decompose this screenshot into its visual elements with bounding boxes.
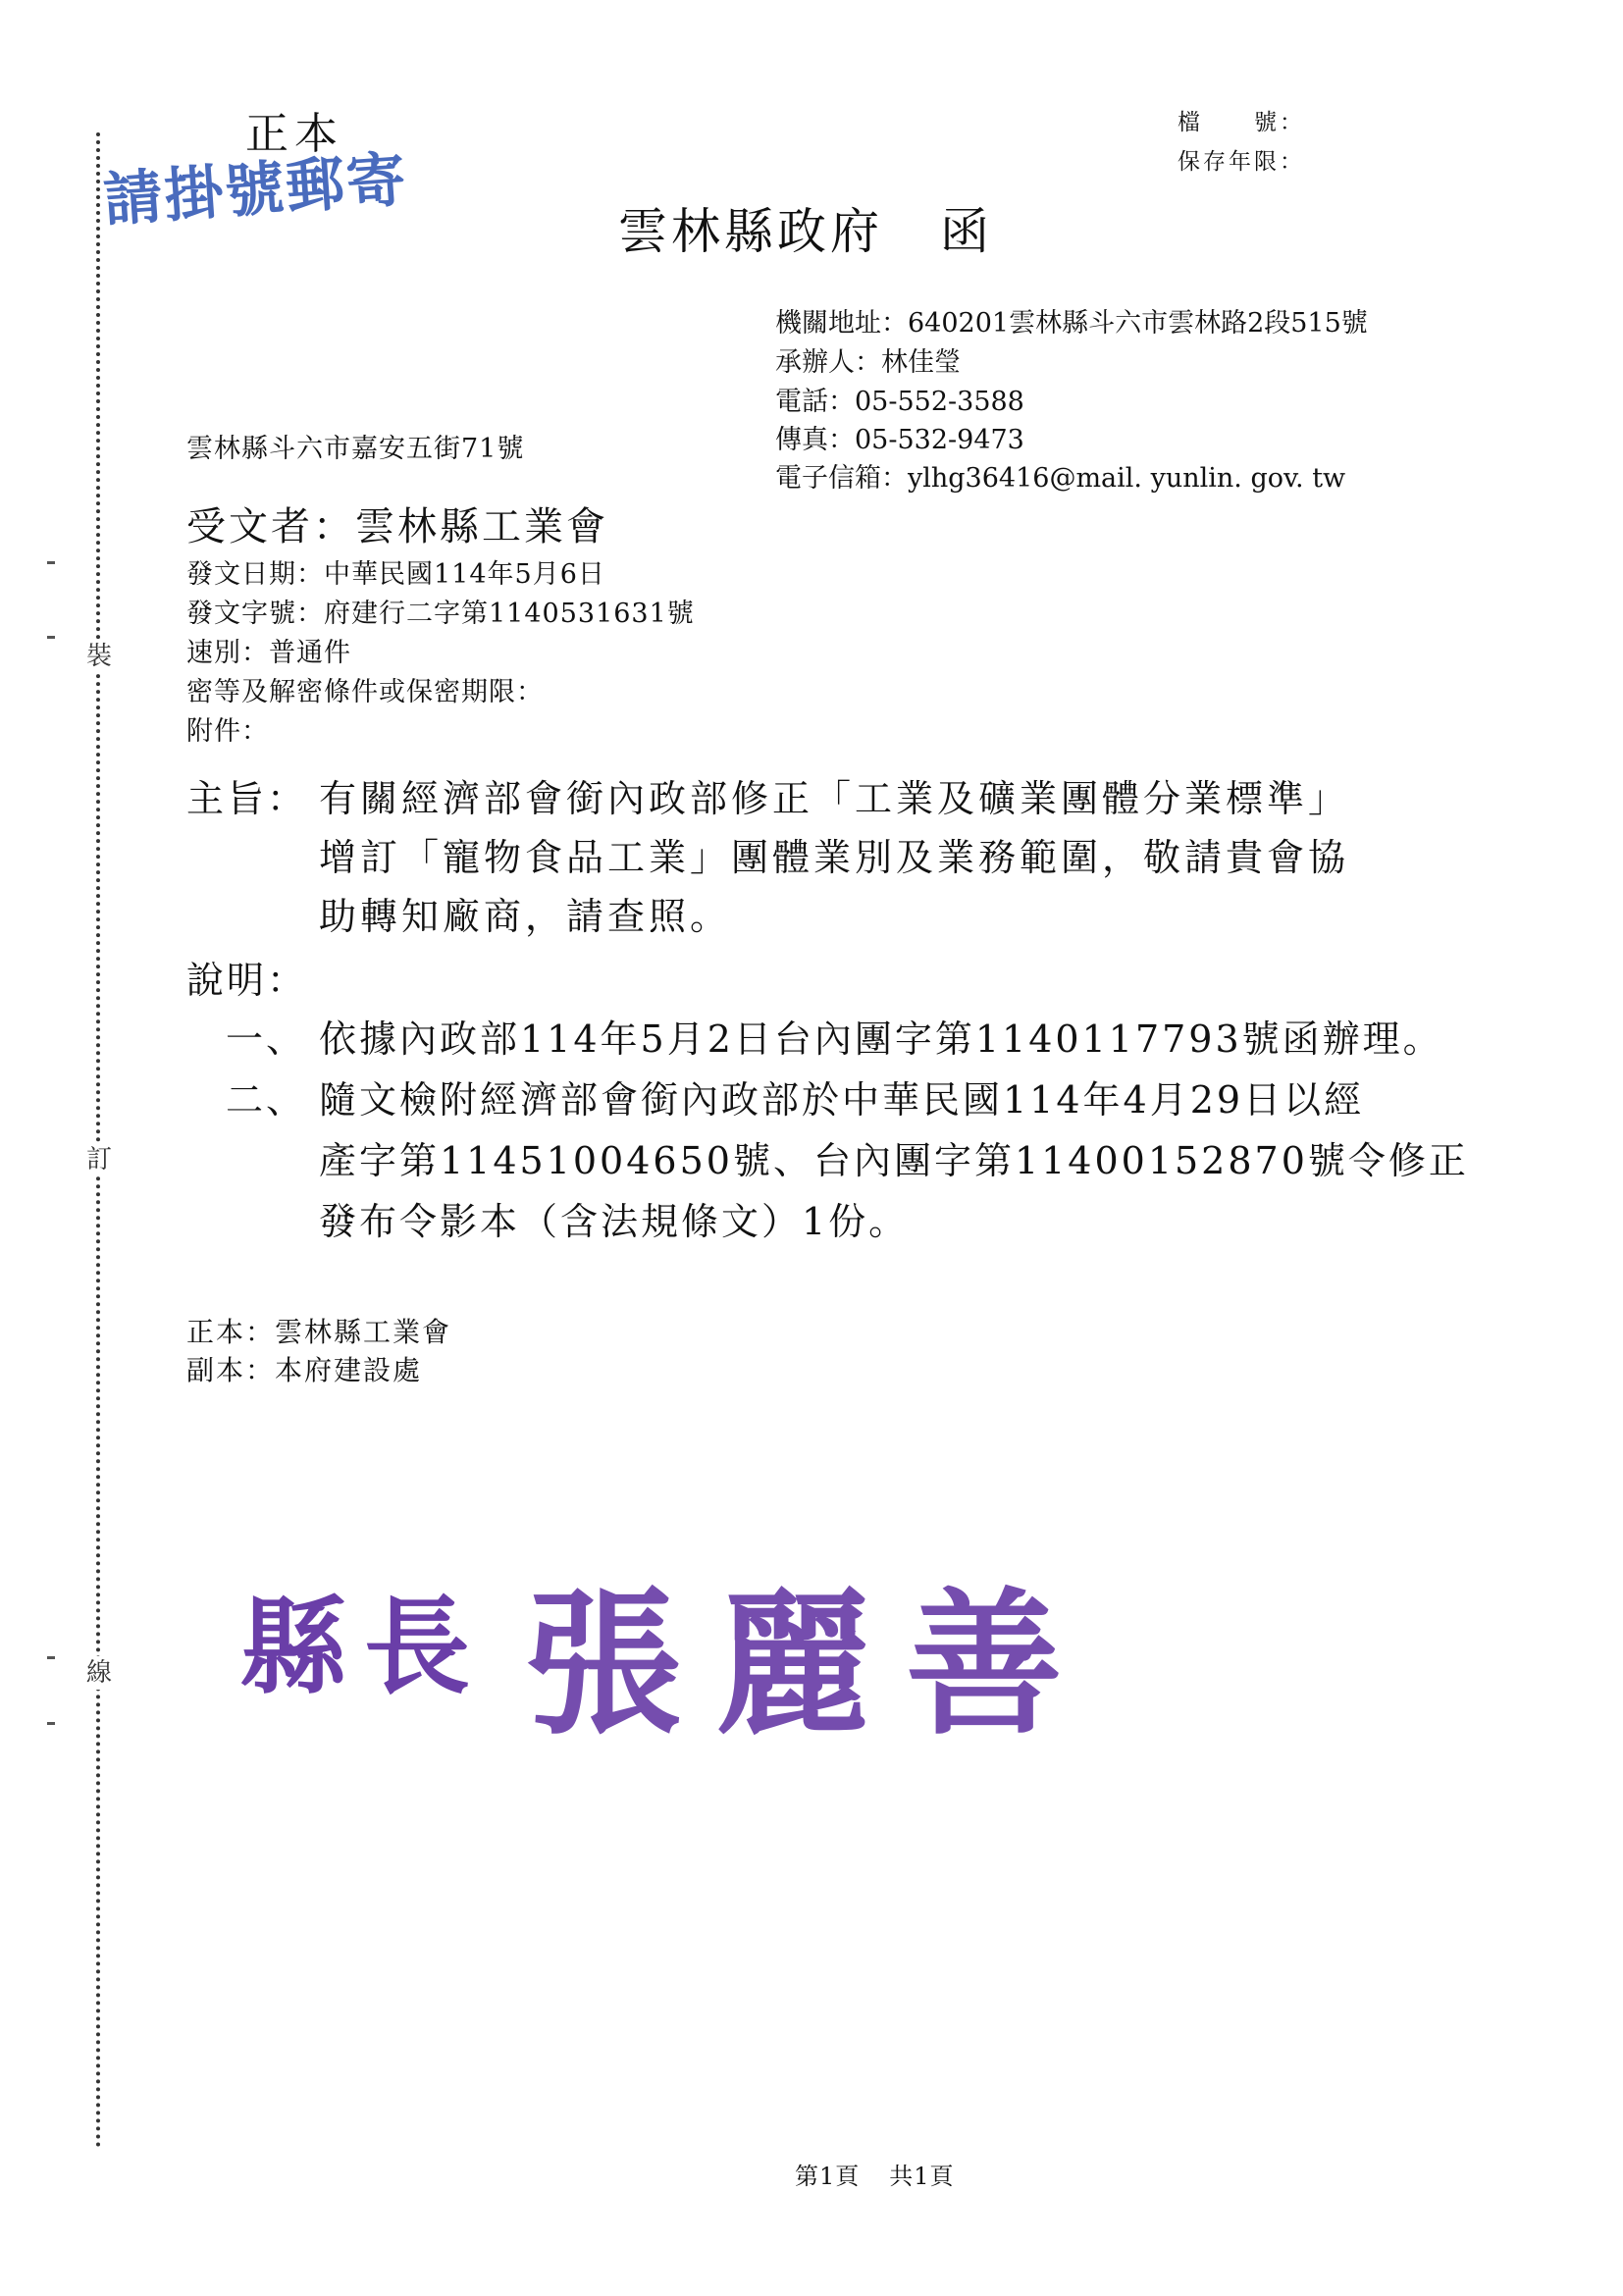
item-line: 發布令影本（含法規條文）1份。 <box>319 1200 910 1243</box>
subject-line: 增訂「寵物食品工業」團體業別及業務範圍，敬請貴會協 <box>319 836 1350 879</box>
case-handler: 承辦人：林佳瑩 <box>775 347 961 378</box>
current-page: 第1頁 <box>795 2163 861 2190</box>
subject-label: 主旨： <box>186 777 308 820</box>
phone-number: 電話：05-552-3588 <box>775 387 1024 417</box>
document-title <box>618 192 993 263</box>
issuing-agency: 雲林縣政府 <box>618 203 883 260</box>
magistrate-name-seal: 張麗善 <box>525 1572 1097 1756</box>
document-type: 函 <box>940 203 993 260</box>
classification: 密等及解密條件或保密期限： <box>186 677 544 707</box>
binding-mark-ding: 訂 <box>86 1145 113 1174</box>
total-pages: 共1頁 <box>889 2163 955 2190</box>
attachment: 附件： <box>186 716 269 747</box>
margin-tick <box>47 1722 55 1725</box>
binding-mark-zhuang: 裝 <box>86 642 113 671</box>
subject-line: 有關經濟部會銜內政部修正「工業及礦業團體分業標準」 <box>319 777 1350 820</box>
explanation-label: 說明： <box>186 959 308 1002</box>
file-number-label: 檔 號： <box>1178 110 1305 135</box>
issue-date: 發文日期：中華民國114年5月6日 <box>186 559 605 590</box>
email-address: 電子信箱：ylhg36416@mail. yunlin. gov. tw <box>775 463 1346 494</box>
fax-number: 傳真：05-532-9473 <box>775 425 1024 455</box>
registered-mail-stamp: 請掛號郵寄 <box>101 145 410 235</box>
margin-tick <box>47 636 55 639</box>
item-line: 隨文檢附經濟部會銜內政部於中華民國114年4月29日以經 <box>319 1078 1365 1122</box>
item-line: 產字第11451004650號、台內團字第11400152870號令修正 <box>319 1139 1469 1182</box>
retention-period-label: 保存年限： <box>1178 149 1305 175</box>
page-number <box>795 2157 955 2191</box>
item-marker: 二、 <box>226 1078 307 1122</box>
binding-dotted-line <box>96 132 100 2149</box>
delivery-speed: 速別：普通件 <box>186 638 351 668</box>
original-copy-mark: 正本 <box>245 109 343 159</box>
copy-recipient: 副本：本府建設處 <box>186 1354 423 1386</box>
binding-mark-xian: 線 <box>86 1658 113 1688</box>
item-marker: 一、 <box>226 1018 307 1061</box>
agency-address: 機關地址：640201雲林縣斗六市雲林路2段515號 <box>775 308 1368 339</box>
recipient-address: 雲林縣斗六市嘉安五街71號 <box>186 434 525 464</box>
margin-tick <box>47 1656 55 1659</box>
magistrate-title-seal: 縣長 <box>240 1586 489 1709</box>
margin-tick <box>47 561 55 564</box>
subject-line: 助轉知廠商，請查照。 <box>319 895 732 938</box>
receiver: 受文者：雲林縣工業會 <box>186 504 608 549</box>
item-line: 依據內政部114年5月2日台內團字第1140117793號函辦理。 <box>319 1018 1443 1061</box>
document-number: 發文字號：府建行二字第1140531631號 <box>186 599 695 629</box>
original-recipient: 正本：雲林縣工業會 <box>186 1316 452 1348</box>
